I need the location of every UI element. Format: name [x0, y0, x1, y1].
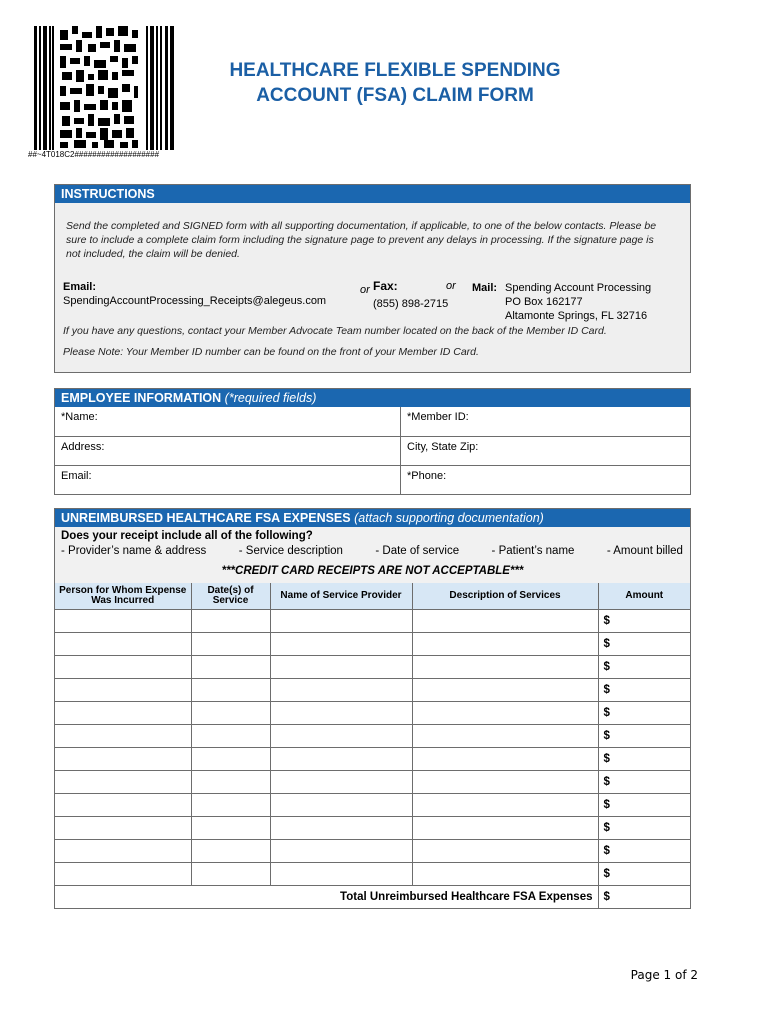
- expense-row: [55, 656, 690, 679]
- page-number: Page 1 of 2: [630, 968, 698, 982]
- column-header-dates: Date(s) of Service: [191, 583, 270, 610]
- employee-row-3: [55, 465, 690, 495]
- employee-row-2: [55, 436, 690, 466]
- employee-information-section: [54, 388, 691, 495]
- expenses-section: [54, 508, 691, 909]
- amount-field[interactable]: $: [598, 610, 690, 633]
- provider-field[interactable]: [270, 840, 412, 863]
- phone-field[interactable]: *Phone:: [400, 466, 690, 495]
- column-header-amount: Amount: [598, 583, 690, 610]
- amount-field[interactable]: $: [598, 725, 690, 748]
- expenses-table: [55, 583, 690, 909]
- date-field[interactable]: [191, 610, 270, 633]
- total-label: Total Unreimbursed Healthcare FSA Expenses: [55, 886, 598, 909]
- description-field[interactable]: [412, 610, 598, 633]
- amount-field[interactable]: $: [598, 840, 690, 863]
- expense-row: [55, 863, 690, 886]
- expenses-table-header: [55, 583, 690, 610]
- email-address[interactable]: SpendingAccountProcessing_Receipts@alegeus.com: [63, 295, 327, 307]
- date-field[interactable]: [191, 725, 270, 748]
- name-field[interactable]: *Name:: [61, 411, 98, 423]
- expense-row: [55, 748, 690, 771]
- amount-field[interactable]: $: [598, 702, 690, 725]
- person-field[interactable]: [55, 748, 191, 771]
- mail-label-text: Mail:: [472, 282, 498, 294]
- description-field[interactable]: [412, 863, 598, 886]
- city-state-zip-field[interactable]: City, State Zip:: [400, 437, 690, 466]
- mail-line-3: Altamonte Springs, FL 32716: [505, 310, 648, 322]
- provider-field[interactable]: [270, 794, 412, 817]
- receipt-item: - Patient’s name: [491, 545, 575, 557]
- total-row: [55, 886, 690, 909]
- person-field[interactable]: [55, 817, 191, 840]
- instructions-section: [54, 184, 691, 373]
- date-field[interactable]: [191, 771, 270, 794]
- date-field[interactable]: [191, 656, 270, 679]
- description-field[interactable]: [412, 840, 598, 863]
- credit-card-warning: ***CREDIT CARD RECEIPTS ARE NOT ACCEPTABLE***: [221, 565, 524, 577]
- provider-field[interactable]: [270, 702, 412, 725]
- receipt-item: - Provider’s name & address: [61, 545, 207, 557]
- description-field[interactable]: [412, 633, 598, 656]
- description-field[interactable]: [412, 679, 598, 702]
- title-line-1: HEALTHCARE FLEXIBLE SPENDING: [229, 60, 561, 81]
- amount-field[interactable]: $: [598, 633, 690, 656]
- column-header-person: Person for Whom Expense Was Incurred: [55, 583, 191, 610]
- amount-field[interactable]: $: [598, 817, 690, 840]
- person-field[interactable]: [55, 863, 191, 886]
- address-field[interactable]: Address:: [61, 441, 105, 453]
- amount-field[interactable]: $: [598, 679, 690, 702]
- fax-contact: [373, 279, 448, 311]
- employee-header: [55, 389, 690, 407]
- employee-header-title: EMPLOYEE INFORMATION: [61, 391, 222, 405]
- person-field[interactable]: [55, 794, 191, 817]
- amount-field[interactable]: $: [598, 656, 690, 679]
- provider-field[interactable]: [270, 817, 412, 840]
- expenses-header: [55, 509, 690, 527]
- instructions-header: INSTRUCTIONS: [55, 185, 690, 203]
- date-field[interactable]: [191, 633, 270, 656]
- receipt-item: - Date of service: [375, 545, 460, 557]
- expense-row: [55, 771, 690, 794]
- employee-header-note: (*required fields): [224, 391, 317, 405]
- expense-row: [55, 633, 690, 656]
- fax-number: (855) 898-2715: [373, 298, 449, 310]
- amount-field[interactable]: $: [598, 748, 690, 771]
- expense-row: [55, 794, 690, 817]
- or-separator-2: or: [446, 280, 456, 292]
- receipt-item: - Amount billed: [606, 545, 683, 557]
- person-field[interactable]: [55, 725, 191, 748]
- provider-field[interactable]: [270, 748, 412, 771]
- amount-field[interactable]: $: [598, 771, 690, 794]
- amount-field[interactable]: $: [598, 794, 690, 817]
- mail-label: [472, 281, 497, 295]
- person-field[interactable]: [55, 656, 191, 679]
- date-field[interactable]: [191, 840, 270, 863]
- mail-address: [505, 281, 651, 323]
- person-field[interactable]: [55, 633, 191, 656]
- description-field[interactable]: [412, 794, 598, 817]
- provider-field[interactable]: [270, 771, 412, 794]
- expense-row: [55, 725, 690, 748]
- provider-field[interactable]: [270, 633, 412, 656]
- employee-row-1: [55, 407, 690, 436]
- person-field[interactable]: [55, 679, 191, 702]
- person-field[interactable]: [55, 702, 191, 725]
- expense-row: [55, 702, 690, 725]
- description-field[interactable]: [412, 656, 598, 679]
- description-field[interactable]: [412, 748, 598, 771]
- member-id-field[interactable]: *Member ID:: [400, 407, 690, 436]
- email-field[interactable]: Email:: [61, 470, 92, 482]
- expense-row: [55, 610, 690, 633]
- expense-row: [55, 840, 690, 863]
- person-field[interactable]: [55, 610, 191, 633]
- person-field[interactable]: [55, 771, 191, 794]
- provider-field[interactable]: [270, 679, 412, 702]
- description-field[interactable]: [412, 725, 598, 748]
- date-field[interactable]: [191, 817, 270, 840]
- expense-row: [55, 679, 690, 702]
- questions-note: If you have any questions, contact your Member Advocate Team number located on the back of the Member ID Card.: [63, 325, 607, 337]
- date-field[interactable]: [191, 863, 270, 886]
- email-contact: [63, 280, 326, 308]
- expenses-header-note: (attach supporting documentation): [354, 511, 544, 525]
- barcode-text: ##~4T018C2###################: [28, 150, 160, 159]
- provider-field[interactable]: [270, 863, 412, 886]
- title-line-2: ACCOUNT (FSA) CLAIM FORM: [256, 85, 534, 106]
- provider-field[interactable]: [270, 610, 412, 633]
- description-field[interactable]: [412, 817, 598, 840]
- provider-field[interactable]: [270, 656, 412, 679]
- description-field[interactable]: [412, 771, 598, 794]
- date-field[interactable]: [191, 702, 270, 725]
- description-field[interactable]: [412, 702, 598, 725]
- receipt-question: Does your receipt include all of the following?: [61, 530, 313, 542]
- expense-row: [55, 817, 690, 840]
- total-amount-field[interactable]: $: [598, 886, 690, 909]
- member-id-note: Please Note: Your Member ID number can be found on the front of your Member ID Card.: [63, 346, 479, 358]
- or-separator-1: or: [360, 284, 370, 296]
- column-header-description: Description of Services: [412, 583, 598, 610]
- mail-line-1: Spending Account Processing: [505, 282, 652, 294]
- page-title: [200, 58, 590, 108]
- fax-label: Fax:: [373, 279, 398, 293]
- receipt-item: - Service description: [238, 545, 343, 557]
- person-field[interactable]: [55, 840, 191, 863]
- barcode-image: [34, 26, 174, 150]
- instructions-text: Send the completed and SIGNED form with all supporting documentation, if applicable, to one of the below contacts. Please be sure to include a complete claim form including the signature page to prevent any delays in processing. If the signature page is not included, the claim will be denied.: [66, 220, 657, 260]
- column-header-provider: Name of Service Provider: [270, 583, 412, 610]
- date-field[interactable]: [191, 679, 270, 702]
- receipt-items: [61, 545, 683, 557]
- mail-line-2: PO Box 162177: [505, 296, 583, 308]
- date-field[interactable]: [191, 794, 270, 817]
- email-label: Email:: [63, 281, 97, 293]
- provider-field[interactable]: [270, 725, 412, 748]
- expenses-header-title: UNREIMBURSED HEALTHCARE FSA EXPENSES: [61, 511, 351, 525]
- date-field[interactable]: [191, 748, 270, 771]
- amount-field[interactable]: $: [598, 863, 690, 886]
